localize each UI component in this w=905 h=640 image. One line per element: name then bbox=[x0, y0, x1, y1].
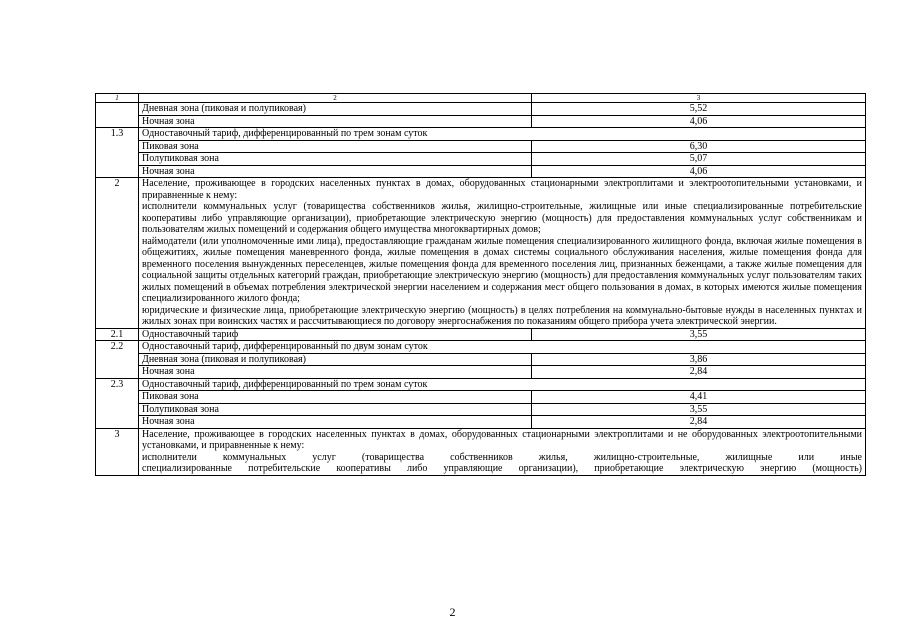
table-row bbox=[96, 165, 866, 178]
description-paragraph: наймодатели (или уполномоченные ими лица), предоставляющие гражданам жилые помещения специализированного жилищного фонда, включая жилые помещения в общежитиях, жилые помещения маневренного фонда, жилые помещения в домах системы социального обслуживания населения, жилые помещения фонда для временного поселения вынужденных переселенцев, жилые помещения фонда для временного поселения лиц, признанных беженцами, а также жилые помещения для социальной защиты отдельных категорий граждан, приобретающие электрическую энергию (мощность) для предоставления коммунальных услуг пользователям таких жилых помещений в объемах потребления электрической энергии населением и содержания мест общего пользования в домах, в которых имеются жилые помещения специализированного жилого фонда; bbox=[142, 235, 862, 304]
row-text: Дневная зона (пиковая и полупиковая) bbox=[139, 103, 532, 116]
table-row bbox=[96, 366, 866, 379]
row-value: 5,07 bbox=[532, 153, 866, 166]
header-col-3: 3 bbox=[532, 94, 866, 103]
table-row bbox=[96, 341, 866, 354]
row-text: Пиковая зона bbox=[139, 391, 532, 404]
row-value: 3,55 bbox=[532, 403, 866, 416]
row-text: Одноставочный тариф, дифференцированный по двум зонам суток bbox=[139, 341, 866, 354]
description-paragraph: Население, проживающее в городских населенных пунктах в домах, оборудованных стационарными электроплитами и не оборудованных электроотопительными установками, и приравненные к нему: bbox=[142, 428, 862, 451]
row-value: 2,84 bbox=[532, 416, 866, 429]
row-text: Ночная зона bbox=[139, 165, 532, 178]
table-row bbox=[96, 416, 866, 429]
row-number: 3 bbox=[96, 428, 139, 475]
section-description bbox=[139, 178, 866, 329]
row-number: 2 bbox=[96, 178, 139, 329]
row-number-cell bbox=[96, 103, 139, 128]
table-row bbox=[96, 391, 866, 404]
table-row bbox=[96, 428, 866, 475]
row-value: 4,06 bbox=[532, 115, 866, 128]
row-text: Ночная зона bbox=[139, 366, 532, 379]
table-row bbox=[96, 128, 866, 141]
description-paragraph: специализированные потребительские кооперативы либо управляющие организации), приобретающие электрическую энергию (мощность) bbox=[142, 463, 862, 474]
description-paragraph: исполнители коммунальных услуг (товарищества собственников жилья, жилищно-строительные, жилищные или иные bbox=[142, 451, 862, 463]
row-text: Пиковая зона bbox=[139, 140, 532, 153]
row-text: Одноставочный тариф, дифференцированный по трем зонам суток bbox=[139, 128, 866, 141]
table-row bbox=[96, 115, 866, 128]
table-row bbox=[96, 328, 866, 341]
header-col-2: 2 bbox=[139, 94, 532, 103]
header-col-1: 1 bbox=[96, 94, 139, 103]
section-description bbox=[139, 428, 866, 475]
row-text: Ночная зона bbox=[139, 416, 532, 429]
description-paragraph: исполнители коммунальных услуг (товарищества собственников жилья, жилищно-строительные, жилищные или иные специализированные потребительские кооперативы либо управляющие организации), приобретающие электрическую энергию (мощность) для предоставления коммунальных услуг собственникам и пользователям жилых помещений и содержания общего имущества многоквартирных домов; bbox=[142, 201, 862, 235]
tariff-table bbox=[95, 93, 866, 476]
table-row bbox=[96, 403, 866, 416]
page-number: 2 bbox=[449, 605, 456, 619]
row-text: Одноставочный тариф bbox=[139, 328, 532, 341]
table-row bbox=[96, 103, 866, 116]
row-value: 5,52 bbox=[532, 103, 866, 116]
table-row bbox=[96, 140, 866, 153]
row-text: Полупиковая зона bbox=[139, 153, 532, 166]
row-number: 2.2 bbox=[96, 341, 139, 379]
row-text: Дневная зона (пиковая и полупиковая) bbox=[139, 353, 532, 366]
row-value: 3,86 bbox=[532, 353, 866, 366]
table-row bbox=[96, 178, 866, 329]
row-number: 2.3 bbox=[96, 378, 139, 428]
row-number: 1.3 bbox=[96, 128, 139, 178]
table-row bbox=[96, 353, 866, 366]
row-text: Ночная зона bbox=[139, 115, 532, 128]
table-header-row bbox=[96, 94, 866, 103]
row-value: 2,84 bbox=[532, 366, 866, 379]
description-paragraph: юридические и физические лица, приобретающие электрическую энергию (мощность) в целях потребления на коммунально-бытовые нужды в населенных пунктах и жилых зонах при воинских частях и рассчитывающиеся по договору энергоснабжения по показаниям общего прибора учета электрической энергии. bbox=[142, 304, 862, 327]
row-number: 2.1 bbox=[96, 328, 139, 341]
row-value: 4,06 bbox=[532, 165, 866, 178]
row-value: 3,55 bbox=[532, 328, 866, 341]
row-value: 4,41 bbox=[532, 391, 866, 404]
row-text: Полупиковая зона bbox=[139, 403, 532, 416]
row-text: Одноставочный тариф, дифференцированный по трем зонам суток bbox=[139, 378, 866, 391]
table-row bbox=[96, 378, 866, 391]
table-row bbox=[96, 153, 866, 166]
description-paragraph: Население, проживающее в городских населенных пунктах в домах, оборудованных стационарными электроплитами и электроотопительными установками, и приравненные к нему: bbox=[142, 178, 862, 201]
row-value: 6,30 bbox=[532, 140, 866, 153]
